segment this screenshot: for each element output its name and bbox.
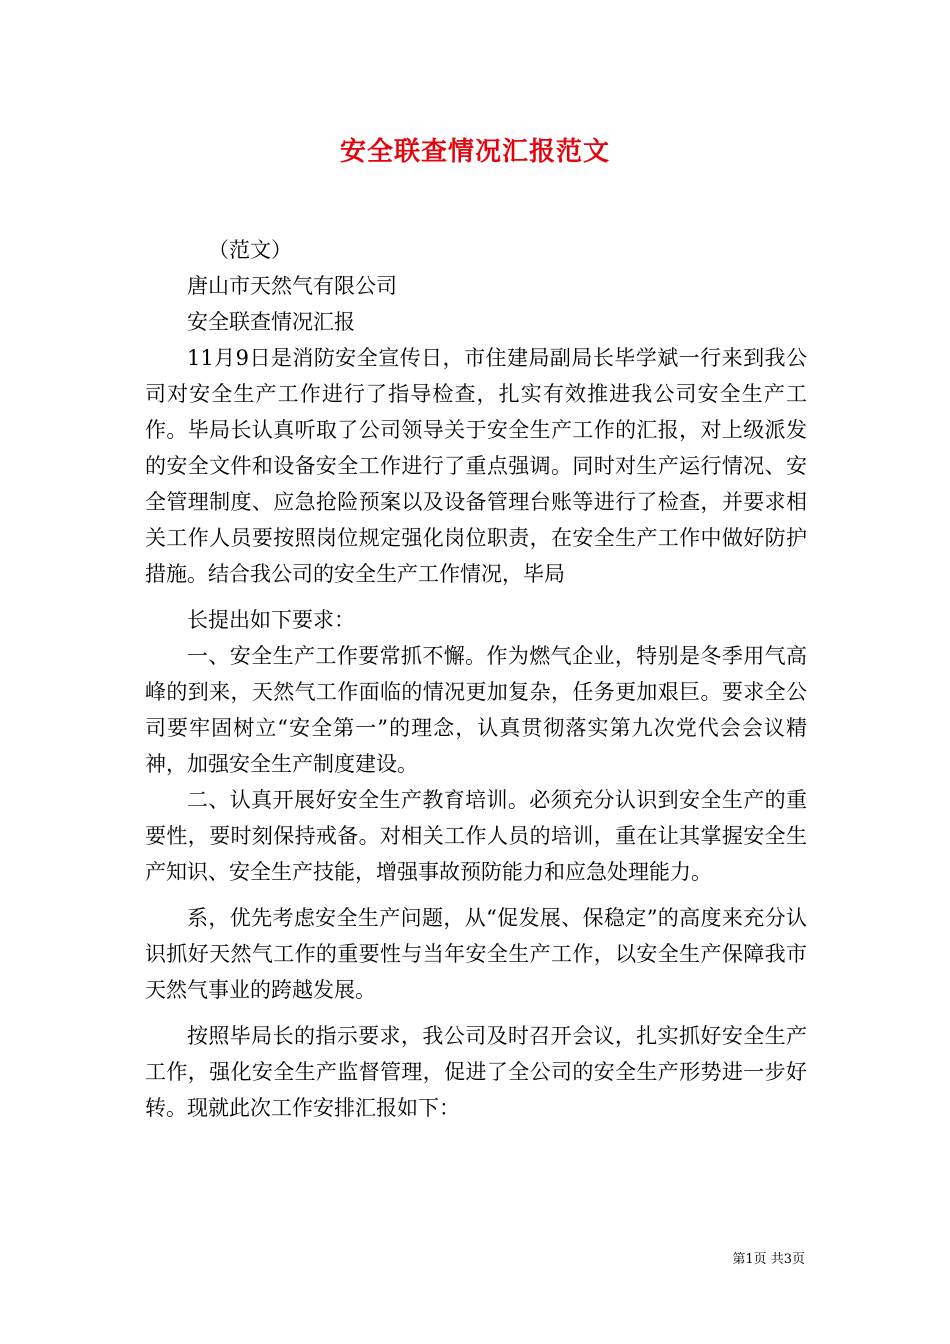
paragraph-requirement-one: 一、安全生产工作要常抓不懈。作为燃气企业，特别是冬季用气高峰的到来，天然气工作面临的情况更加复杂，任务更加艰巨。要求全公司要牢固树立“安全第一”的理念，认真贯彻落实第九次党代会会议精神，加强安全生产制度建设。 xyxy=(145,644,807,776)
paragraph-intro: 11月9日是消防安全宣传日，市住建局副局长毕学斌一行来到我公司对安全生产工作进行了指导检查，扎实有效推进我公司安全生产工作。毕局长认真听取了公司领导关于安全生产工作的汇报，对上级派发的安全文件和设备安全工作进行了重点强调。同时对生产运行情况、安全管理制度、应急抢险预案以及设备管理台账等进行了检查，并要求相关工作人员要按照岗位规定强化岗位职责，在安全生产工作中做好防护措施。结合我公司的安全生产工作情况，毕局 xyxy=(145,346,807,586)
paragraph-requirement-two: 二、认真开展好安全生产教育培训。必须充分认识到安全生产的重要性，要时刻保持戒备。对相关工作人员的培训，重在让其掌握安全生产知识、安全生产技能，增强事故预防能力和应急处理能力。 xyxy=(145,788,807,884)
paragraph-implementation: 按照毕局长的指示要求，我公司及时召开会议，扎实抓好安全生产工作，强化安全生产监督管理，促进了全公司的安全生产形势进一步好转。现就此次工作安排汇报如下： xyxy=(145,1024,807,1120)
paragraph-priority: 系，优先考虑安全生产问题，从“促发展、保稳定”的高度来充分认识抓好天然气工作的重要性与当年安全生产工作，以安全生产保障我市天然气事业的跨越发展。 xyxy=(145,906,807,1002)
page-number: 第1页 共3页 xyxy=(732,1252,805,1267)
paragraph-requirements-lead: 长提出如下要求： xyxy=(187,608,355,632)
paragraph-report-heading: 安全联查情况汇报 xyxy=(187,310,355,334)
document-body xyxy=(145,232,807,1126)
document-title: 安全联查情况汇报范文 xyxy=(339,137,610,167)
paragraph-company-name: 唐山市天然气有限公司 xyxy=(187,274,397,298)
paragraph-sample-label: （范文） xyxy=(208,238,292,262)
